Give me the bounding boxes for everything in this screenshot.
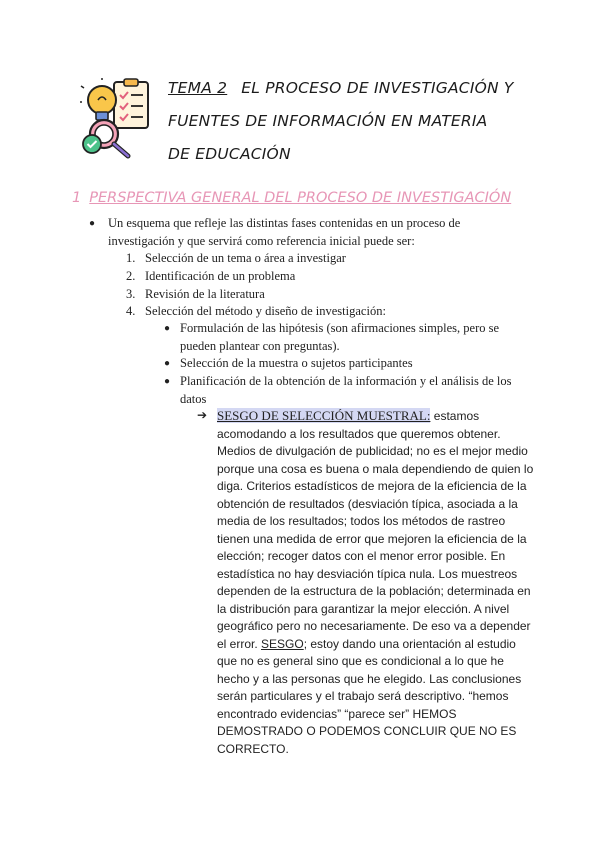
- page-title: [168, 72, 568, 171]
- note-text-1: estamos acomodando a los resultados que queremos obtener. Medios de divulgación de publicidad; no es el mejor medio porque una cosa es buena o mala dependiendo de quien lo diga. Criterios estadísticos de mejora de la eficiencia de la obtención de resultados (desviación típica, asociada a la media de los resultados; todos los métodos de rastreo tienen una medida de error que mejoren la eficiencia de la elección; recoger datos con el menor error posible. En estadística no hay desviación típica nula. Los muestreos dependen de la estructura de la población; determinada en la distribución para garantizar la mejor elección. A nivel geográfico pero no necesariamente. De eso va a depender el error.: [217, 409, 534, 651]
- step-number: 4.: [126, 304, 136, 318]
- sub-bullet-text: Selección de la muestra o sujetos participantes: [180, 356, 413, 370]
- step-number: 3.: [126, 287, 136, 301]
- note-caps: HEMOS DEMOSTRADO O PODEMOS CONCLUIR QUE NO ES CORRECTO.: [217, 706, 517, 756]
- bullet-icon: ●: [164, 323, 171, 334]
- step-item: [126, 286, 445, 304]
- title-line-1-text: EL PROCESO DE INVESTIGACIÓN Y: [241, 79, 514, 97]
- bullet-icon: ●: [164, 376, 171, 387]
- step-text: Revisión de la literatura: [145, 287, 265, 301]
- sesgo-label: SESGO DE SELECCIÓN MUESTRAL:: [217, 408, 431, 423]
- section-heading: [72, 190, 542, 206]
- arrow-right-icon: ➔: [197, 408, 208, 422]
- step-number: 2.: [126, 269, 136, 283]
- research-icon: [80, 78, 156, 160]
- title-line-3: DE EDUCACIÓN: [168, 145, 291, 163]
- step-item: [126, 268, 445, 286]
- step-text: Selección del método y diseño de investigación:: [145, 304, 386, 318]
- section-number: 1: [72, 190, 82, 206]
- title-line-2: FUENTES DE INFORMACIÓN EN MATERIA: [168, 112, 488, 130]
- sesgo-term: SESGO: [261, 636, 304, 651]
- note-text-2: ; estoy dando una orientación al estudio que no es general sino que es condicional a lo que he hecho y a las personas que he elegido. Las conclusiones serán particulares y el trabajo será descriptivo. “hemos encontrado evidencias” “parece ser”: [217, 636, 522, 721]
- step-number: 1.: [126, 251, 136, 265]
- section-heading-text: PERSPECTIVA GENERAL DEL PROCESO DE INVESTIGACIÓN: [89, 190, 512, 206]
- arrow-note: [197, 407, 535, 758]
- sub-bullet: [164, 355, 520, 373]
- step-text: Identificación de un problema: [145, 269, 296, 283]
- intro-bullet: [89, 215, 488, 250]
- bullet-icon: ●: [89, 218, 96, 229]
- step-item: [126, 250, 445, 268]
- sub-bullet-text: Formulación de las hipótesis (son afirmaciones simples, pero se pueden plantear con preguntas).: [180, 321, 500, 353]
- sub-bullet: [164, 320, 520, 355]
- step-item: [126, 303, 445, 321]
- title-line-1: [168, 72, 568, 105]
- intro-bullet-text: Un esquema que refleje las distintas fases contenidas en un proceso de investigación y que servirá como referencia inicial puede ser:: [108, 216, 461, 248]
- bullet-icon: ●: [164, 358, 171, 369]
- step-text: Selección de un tema o área a investigar: [145, 251, 346, 265]
- title-tema: TEMA 2: [168, 79, 228, 97]
- sub-bullet-text: Planificación de la obtención de la información y el análisis de los datos: [180, 374, 512, 406]
- sub-bullet: [164, 373, 520, 408]
